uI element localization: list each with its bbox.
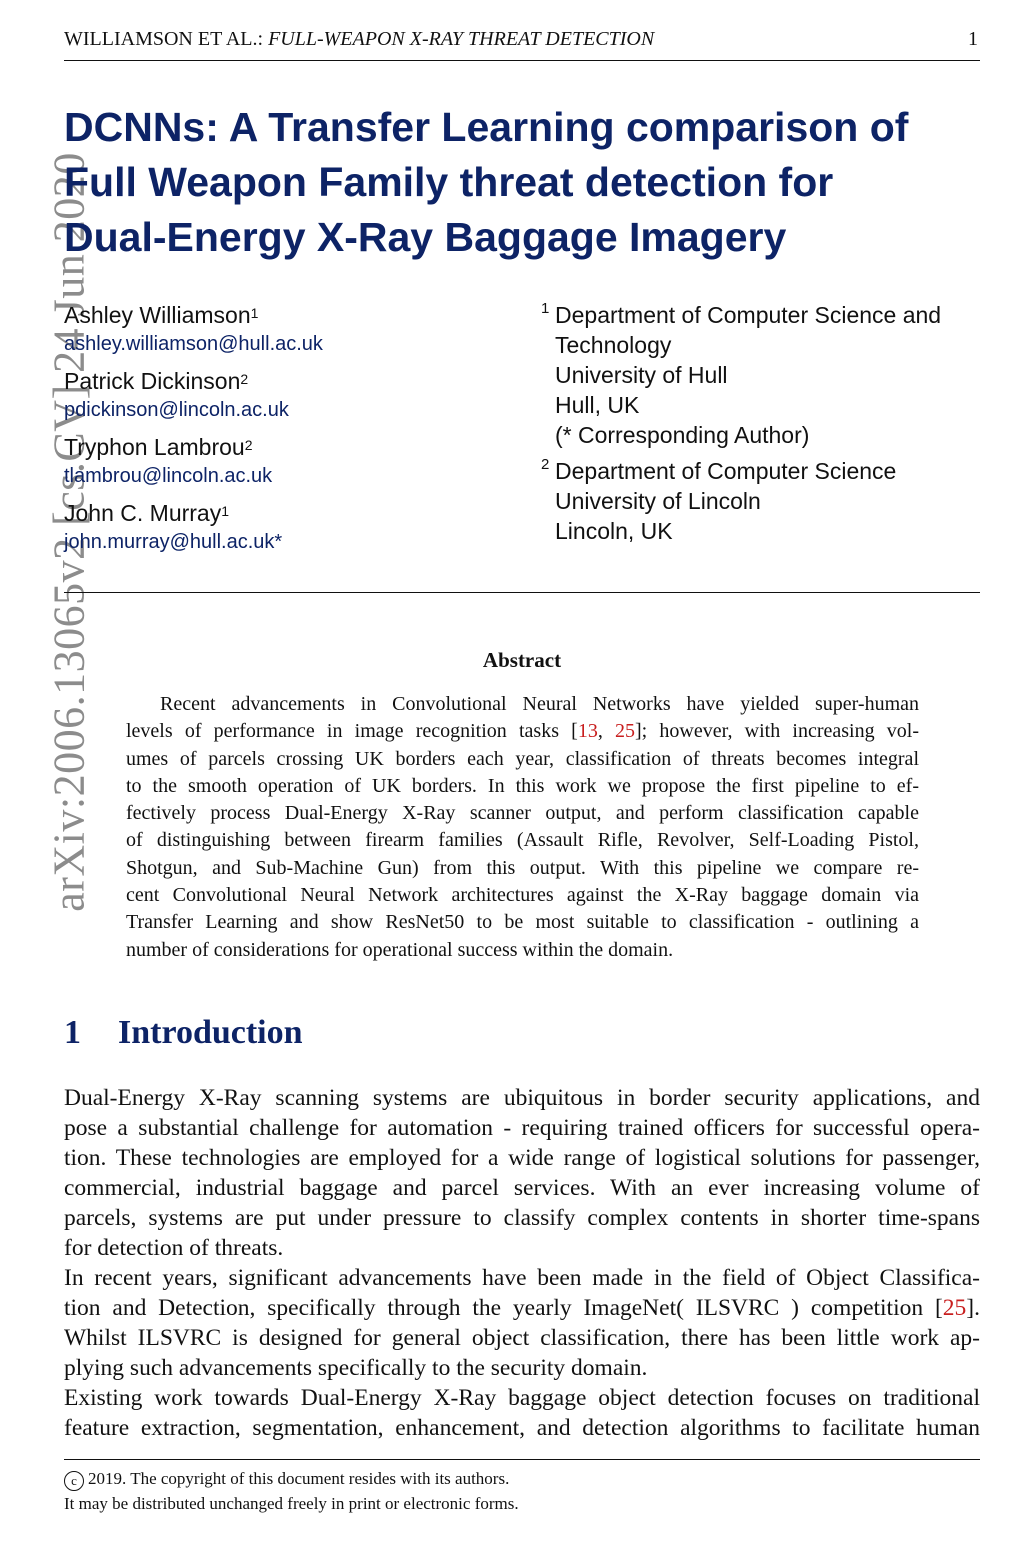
abstract-line: levels of performance in image recognition tasks [13, 25]; however, with increasing vol-: [126, 720, 919, 743]
citation-link[interactable]: 25: [615, 720, 636, 743]
abstract-line: to the smooth operation of UK borders. In this work we propose the first pipeline to ef-: [126, 774, 919, 797]
abstract-line: umes of parcels crossing UK borders each year, classification of threats becomes integral: [126, 747, 919, 770]
arxiv-identifier-stamp[interactable]: arXiv:2006.13065v2 [cs.CV] 24 Jun 2020: [44, 152, 94, 912]
abstract-line: cent Convolutional Neural Network architectures against the X-Ray baggage domain via: [126, 884, 919, 907]
body-line: pose a substantial challenge for automation - requiring trained officers for successful opera-: [64, 1115, 980, 1141]
title-line: DCNNs: A Transfer Learning comparison of: [64, 104, 909, 150]
author-affiliation-mark: 1: [221, 503, 230, 519]
affiliation-line: Department of Computer Science and: [555, 302, 942, 328]
body-line: Dual-Energy X-Ray scanning systems are ubiquitous in border security applications, and: [64, 1085, 980, 1111]
affiliation-line: Department of Computer Science: [555, 458, 897, 484]
affiliation-line: University of Hull: [555, 362, 728, 388]
running-title: FULL-WEAPON X-RAY THREAT DETECTION: [268, 28, 655, 50]
affiliation-entry: [541, 456, 941, 546]
distribution-line: It may be distributed unchanged freely in print or electronic forms.: [64, 1494, 519, 1513]
author-affiliation-mark: 2: [244, 437, 253, 453]
copyright-icon: c: [64, 1471, 84, 1491]
body-line: tion and Detection, specifically through the yearly ImageNet( ILSVRC ) competition [25].: [64, 1295, 980, 1321]
author-affiliation-mark: 1: [250, 305, 259, 321]
affiliation-entry: [541, 300, 941, 450]
abstract-line: number of considerations for operational success within the domain.: [126, 938, 674, 961]
body-line: tion. These technologies are employed for a wide range of logistical solutions for passenger,: [64, 1145, 980, 1171]
affiliation-line: Technology: [555, 332, 672, 358]
paper-title: [64, 100, 1004, 265]
abstract-line: Transfer Learning and show ResNet50 to be most suitable to classification - outlining a: [126, 911, 919, 934]
body-line: for detection of threats.: [64, 1235, 284, 1261]
author-email-link[interactable]: tlambrou@lincoln.ac.uk: [64, 465, 273, 487]
author-name-line: [64, 432, 323, 462]
abstract-line: of distinguishing between firearm families (Assault Rifle, Revolver, Self-Loading Pistol,: [126, 829, 919, 852]
author-name-line: [64, 300, 323, 330]
section-number: 1: [64, 1014, 81, 1051]
author-email-link[interactable]: pdickinson@lincoln.ac.uk: [64, 399, 289, 421]
author-name: Tryphon Lambrou: [64, 434, 245, 460]
introduction-body: [64, 1083, 980, 1443]
author-list: [64, 300, 323, 564]
author-name-line: [64, 498, 323, 528]
running-header: [64, 24, 980, 61]
copyright-footer: [64, 1466, 519, 1516]
author-email-link[interactable]: ashley.williamson@hull.ac.uk: [64, 333, 323, 355]
running-header-text: [64, 28, 654, 51]
header-divider: [64, 592, 980, 593]
author-entry: [64, 432, 323, 490]
author-entry: [64, 300, 323, 358]
citation-link[interactable]: 13: [577, 720, 598, 743]
author-name: Patrick Dickinson: [64, 368, 241, 394]
footnote-divider: [64, 1459, 980, 1460]
page-number: 1: [968, 28, 978, 50]
title-line: Full Weapon Family threat detection for: [64, 159, 834, 205]
section-title: Introduction: [118, 1014, 303, 1051]
author-affiliation-mark: 2: [240, 371, 249, 387]
author-entry: [64, 366, 323, 424]
affiliation-list: [541, 300, 941, 552]
affiliation-line: (* Corresponding Author): [555, 422, 810, 448]
body-line: parcels, systems are put under pressure to classify complex contents in shorter time-spans: [64, 1205, 980, 1231]
abstract-heading: Abstract: [482, 648, 562, 672]
abstract-body: [126, 691, 919, 964]
affiliation-mark: 2: [541, 456, 550, 473]
author-name: John C. Murray: [64, 500, 222, 526]
title-line: Dual-Energy X-Ray Baggage Imagery: [64, 214, 787, 260]
author-email-link[interactable]: john.murray@hull.ac.uk*: [64, 531, 283, 553]
affiliation-line: Lincoln, UK: [555, 518, 673, 544]
affiliation-mark: 1: [541, 300, 550, 317]
abstract-line: fectively process Dual-Energy X-Ray scanner output, and perform classification capable: [126, 802, 919, 825]
abstract-line: Recent advancements in Convolutional Neural Networks have yielded super-human: [160, 693, 919, 715]
author-name: Ashley Williamson: [64, 302, 251, 328]
body-line: plying such advancements specifically to the security domain.: [64, 1355, 648, 1381]
affiliation-line: University of Lincoln: [555, 488, 761, 514]
abstract-line: Shotgun, and Sub-Machine Gun) from this output. With this pipeline we compare re-: [126, 856, 919, 879]
affiliation-line: Hull, UK: [555, 392, 640, 418]
body-line: Whilst ILSVRC is designed for general object classification, there has been little work ap-: [64, 1325, 980, 1351]
copyright-text: 2019. The copyright of this document resides with its authors.: [88, 1469, 510, 1488]
copyright-line: [64, 1466, 519, 1491]
body-line: Existing work towards Dual-Energy X-Ray baggage object detection focuses on traditional: [64, 1385, 980, 1411]
body-line: commercial, industrial baggage and parcel services. With an ever increasing volume of: [64, 1175, 980, 1201]
citation-link[interactable]: 25: [942, 1295, 967, 1321]
running-authors: WILLIAMSON ET AL.:: [64, 28, 264, 50]
section-heading-introduction: [64, 1014, 303, 1052]
body-line: In recent years, significant advancements have been made in the field of Object Classifica-: [64, 1265, 980, 1291]
author-name-line: [64, 366, 323, 396]
body-line: feature extraction, segmentation, enhancement, and detection algorithms to facilitate human: [64, 1415, 980, 1441]
author-entry: [64, 498, 323, 556]
